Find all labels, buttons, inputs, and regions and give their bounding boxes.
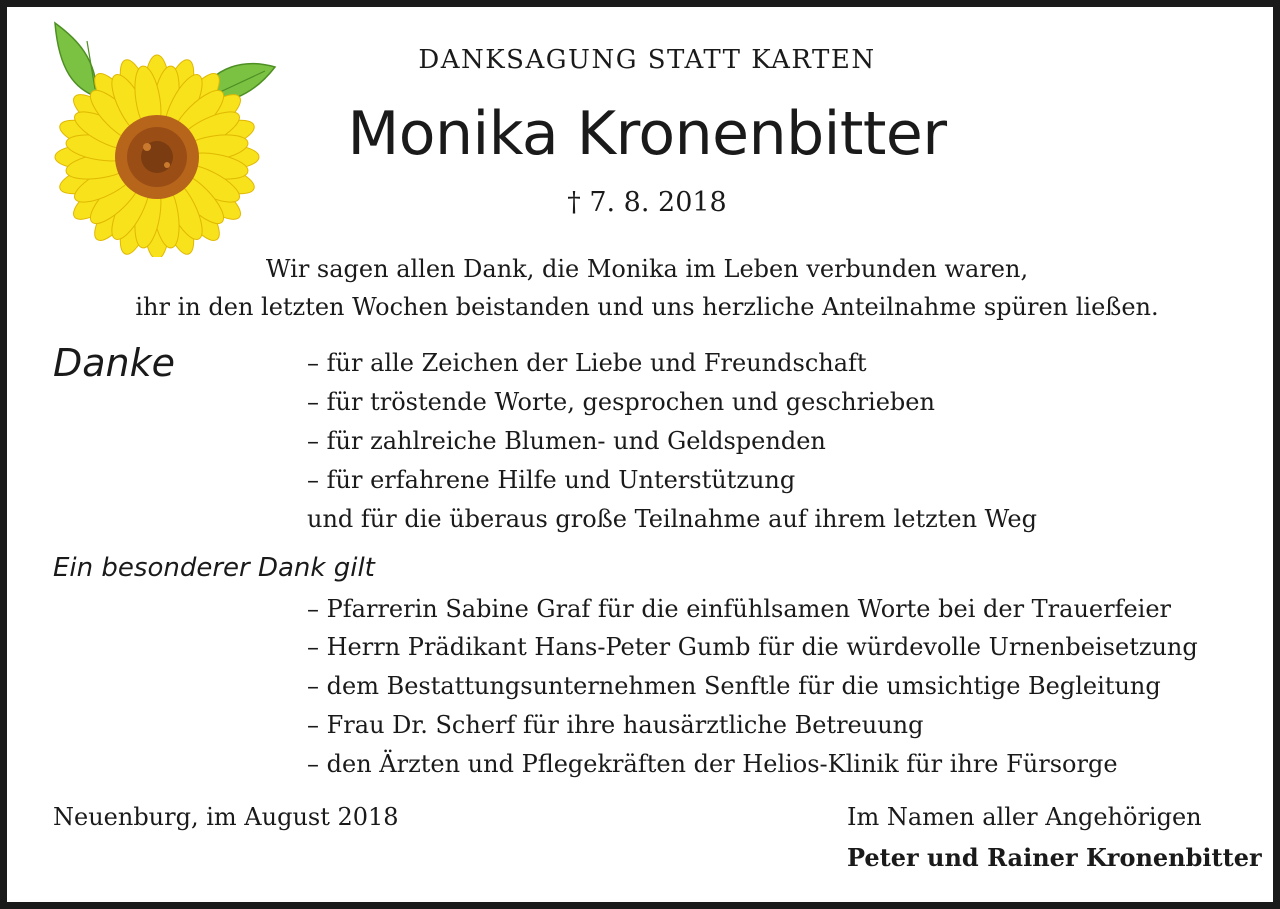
special-thanks-line: – Herrn Prädikant Hans-Peter Gumb für die würdevolle Urnenbeisetzung bbox=[307, 633, 1198, 661]
deceased-name: Monika Kronenbitter bbox=[347, 99, 947, 169]
danke-line: – für zahlreiche Blumen- und Geldspenden bbox=[307, 427, 826, 455]
death-date: † 7. 8. 2018 bbox=[567, 187, 727, 218]
danke-line: – für alle Zeichen der Liebe und Freundschaft bbox=[307, 349, 867, 377]
special-thanks-line: – Pfarrerin Sabine Graf für die einfühlsamen Worte bei der Trauerfeier bbox=[307, 595, 1172, 623]
intro-line: Wir sagen allen Dank, die Monika im Leben verbunden waren, bbox=[265, 255, 1029, 283]
special-thanks-line: – dem Bestattungsunternehmen Senftle für die umsichtige Begleitung bbox=[307, 672, 1161, 700]
special-thanks-line: – Frau Dr. Scherf für ihre hausärztliche Betreuung bbox=[307, 711, 924, 739]
danke-line: – für tröstende Worte, gesprochen und geschrieben bbox=[307, 388, 935, 416]
signature-names: Peter und Rainer Kronenbitter bbox=[847, 843, 1262, 872]
danke-line: und für die überaus große Teilnahme auf ihrem letzten Weg bbox=[307, 505, 1037, 533]
place-date: Neuenburg, im August 2018 bbox=[53, 803, 399, 831]
special-thanks-line: – den Ärzten und Pflegekräften der Helios-Klinik für ihre Fürsorge bbox=[307, 750, 1118, 778]
danke-heading: Danke bbox=[53, 341, 176, 385]
notice-header: DANKSAGUNG STATT KARTEN bbox=[418, 45, 876, 75]
special-thanks-heading: Ein besonderer Dank gilt bbox=[53, 553, 375, 583]
intro-line: ihr in den letzten Wochen beistanden und uns herzliche Anteilnahme spüren ließen. bbox=[135, 293, 1159, 321]
danke-line: – für erfahrene Hilfe und Unterstützung bbox=[307, 466, 796, 494]
signature-intro: Im Namen aller Angehörigen bbox=[847, 803, 1202, 831]
